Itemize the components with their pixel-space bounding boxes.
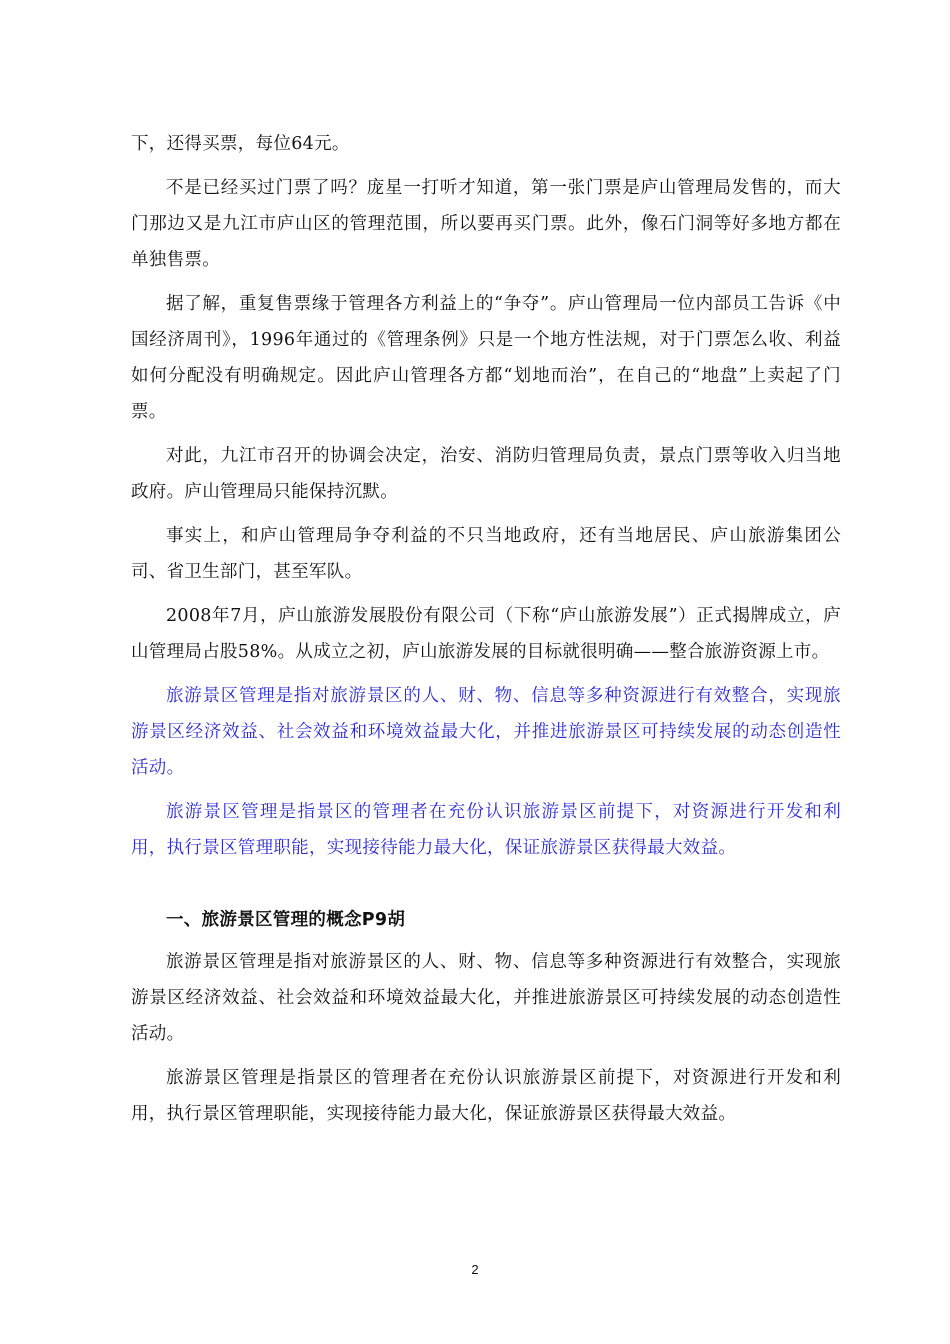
paragraph-definition-blue-1: 旅游景区管理是指对旅游景区的人、财、物、信息等多种资源进行有效整合，实现旅游景区经济效益、社会效益和环境效益最大化，并推进旅游景区可持续发展的动态创造性活动。 — [131, 686, 841, 778]
paragraph-ticket-question: 不是已经买过门票了吗？庞星一打听才知道，第一张门票是庐山管理局发售的，而大门那边又是九江市庐山区的管理范围，所以要再买门票。此外，像石门洞等好多地方都在单独售票。 — [131, 178, 841, 270]
document-body — [131, 126, 841, 1140]
paragraph-continuation: 下，还得买票，每位64元。 — [131, 134, 350, 154]
paragraph-definition-2: 旅游景区管理是指景区的管理者在充份认识旅游景区前提下，对资源进行开发和利用，执行景区管理职能，实现接待能力最大化，保证旅游景区获得最大效益。 — [131, 1068, 841, 1124]
page-number: 2 — [471, 1262, 479, 1277]
paragraph-repeat-ticketing: 据了解，重复售票缘于管理各方利益上的“争夺”。庐山管理局一位内部员工告诉《中国经济周刊》，1996年通过的《管理条例》只是一个地方性法规，对于门票怎么收、利益如何分配没有明确规定。因此庐山管理各方都“划地而治”，在自己的“地盘”上卖起了门票。 — [131, 294, 841, 422]
section-spacer — [131, 874, 841, 902]
paragraph-definition-1: 旅游景区管理是指对旅游景区的人、财、物、信息等多种资源进行有效整合，实现旅游景区经济效益、社会效益和环境效益最大化，并推进旅游景区可持续发展的动态创造性活动。 — [131, 952, 841, 1044]
paragraph-company-founding: 2008年7月，庐山旅游发展股份有限公司（下称“庐山旅游发展”）正式揭牌成立，庐山管理局占股58%。从成立之初，庐山旅游发展的目标就很明确——整合旅游资源上市。 — [131, 606, 841, 662]
paragraph-definition-blue-2: 旅游景区管理是指景区的管理者在充份认识旅游景区前提下，对资源进行开发和利用，执行景区管理职能，实现接待能力最大化，保证旅游景区获得最大效益。 — [131, 802, 841, 858]
paragraph-competing-interests: 事实上，和庐山管理局争夺利益的不只当地政府，还有当地居民、庐山旅游集团公司、省卫生部门，甚至军队。 — [131, 526, 841, 582]
paragraph-coordination-meeting: 对此，九江市召开的协调会决定，治安、消防归管理局负责，景点门票等收入归当地政府。庐山管理局只能保持沉默。 — [131, 446, 841, 502]
section-heading: 一、旅游景区管理的概念P9胡 — [166, 910, 406, 930]
